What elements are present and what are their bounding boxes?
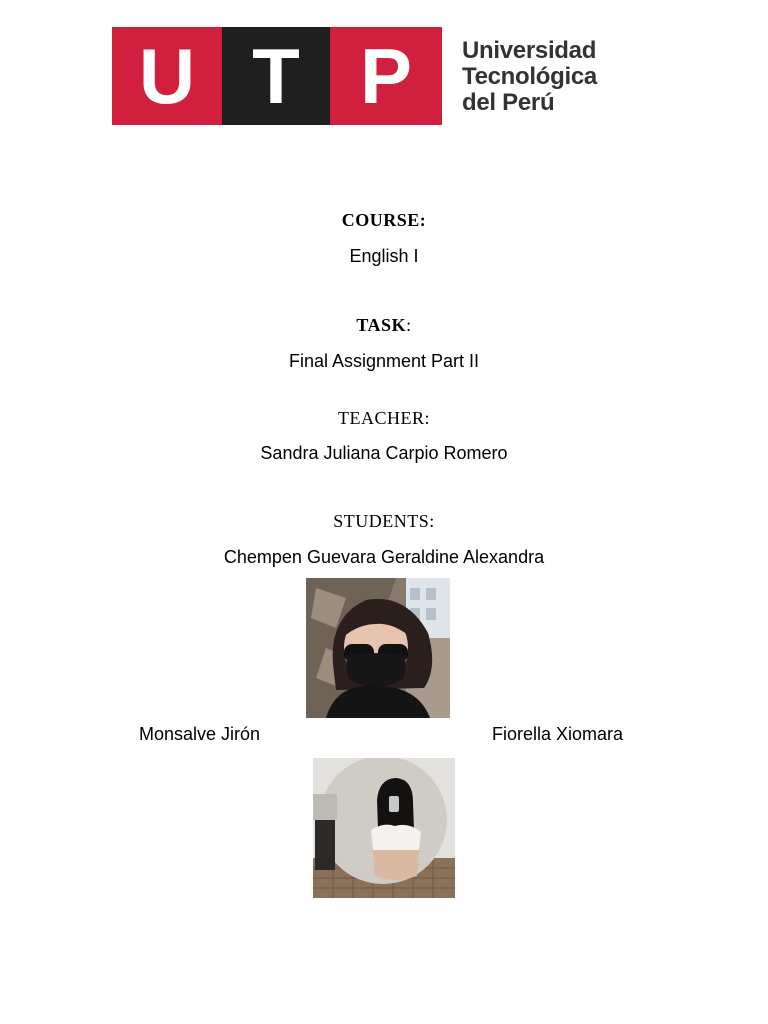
logo-letter-t: T bbox=[222, 27, 330, 125]
university-name-line-2: Tecnológica bbox=[462, 63, 597, 90]
teacher-label: TEACHER: bbox=[338, 408, 430, 428]
logo-letter-u: U bbox=[112, 27, 222, 125]
utp-logo bbox=[112, 27, 442, 125]
course-value: English I bbox=[349, 246, 419, 266]
student-1-photo bbox=[306, 578, 450, 718]
teacher-value: Sandra Juliana Carpio Romero bbox=[260, 443, 508, 463]
task-label-text: TASK bbox=[356, 315, 407, 335]
logo-letter-p: P bbox=[330, 27, 442, 125]
task-label bbox=[0, 315, 768, 336]
student-2-photo bbox=[313, 758, 455, 898]
student-1-name: Chempen Guevara Geraldine Alexandra bbox=[223, 547, 545, 567]
task-value: Final Assignment Part II bbox=[288, 351, 480, 371]
course-label: COURSE: bbox=[341, 210, 427, 230]
task-label-colon: : bbox=[406, 315, 412, 335]
student-2-name-left: Monsalve Jirón bbox=[139, 724, 261, 744]
university-name-line-1: Universidad bbox=[462, 37, 597, 64]
students-label: STUDENTS: bbox=[333, 511, 435, 531]
university-name-line-3: del Perú bbox=[462, 89, 555, 116]
university-name bbox=[462, 38, 642, 116]
student-2-name-right: Fiorella Xiomara bbox=[492, 724, 624, 744]
student-2-photo-image bbox=[313, 758, 455, 898]
student-1-photo-image bbox=[306, 578, 450, 718]
